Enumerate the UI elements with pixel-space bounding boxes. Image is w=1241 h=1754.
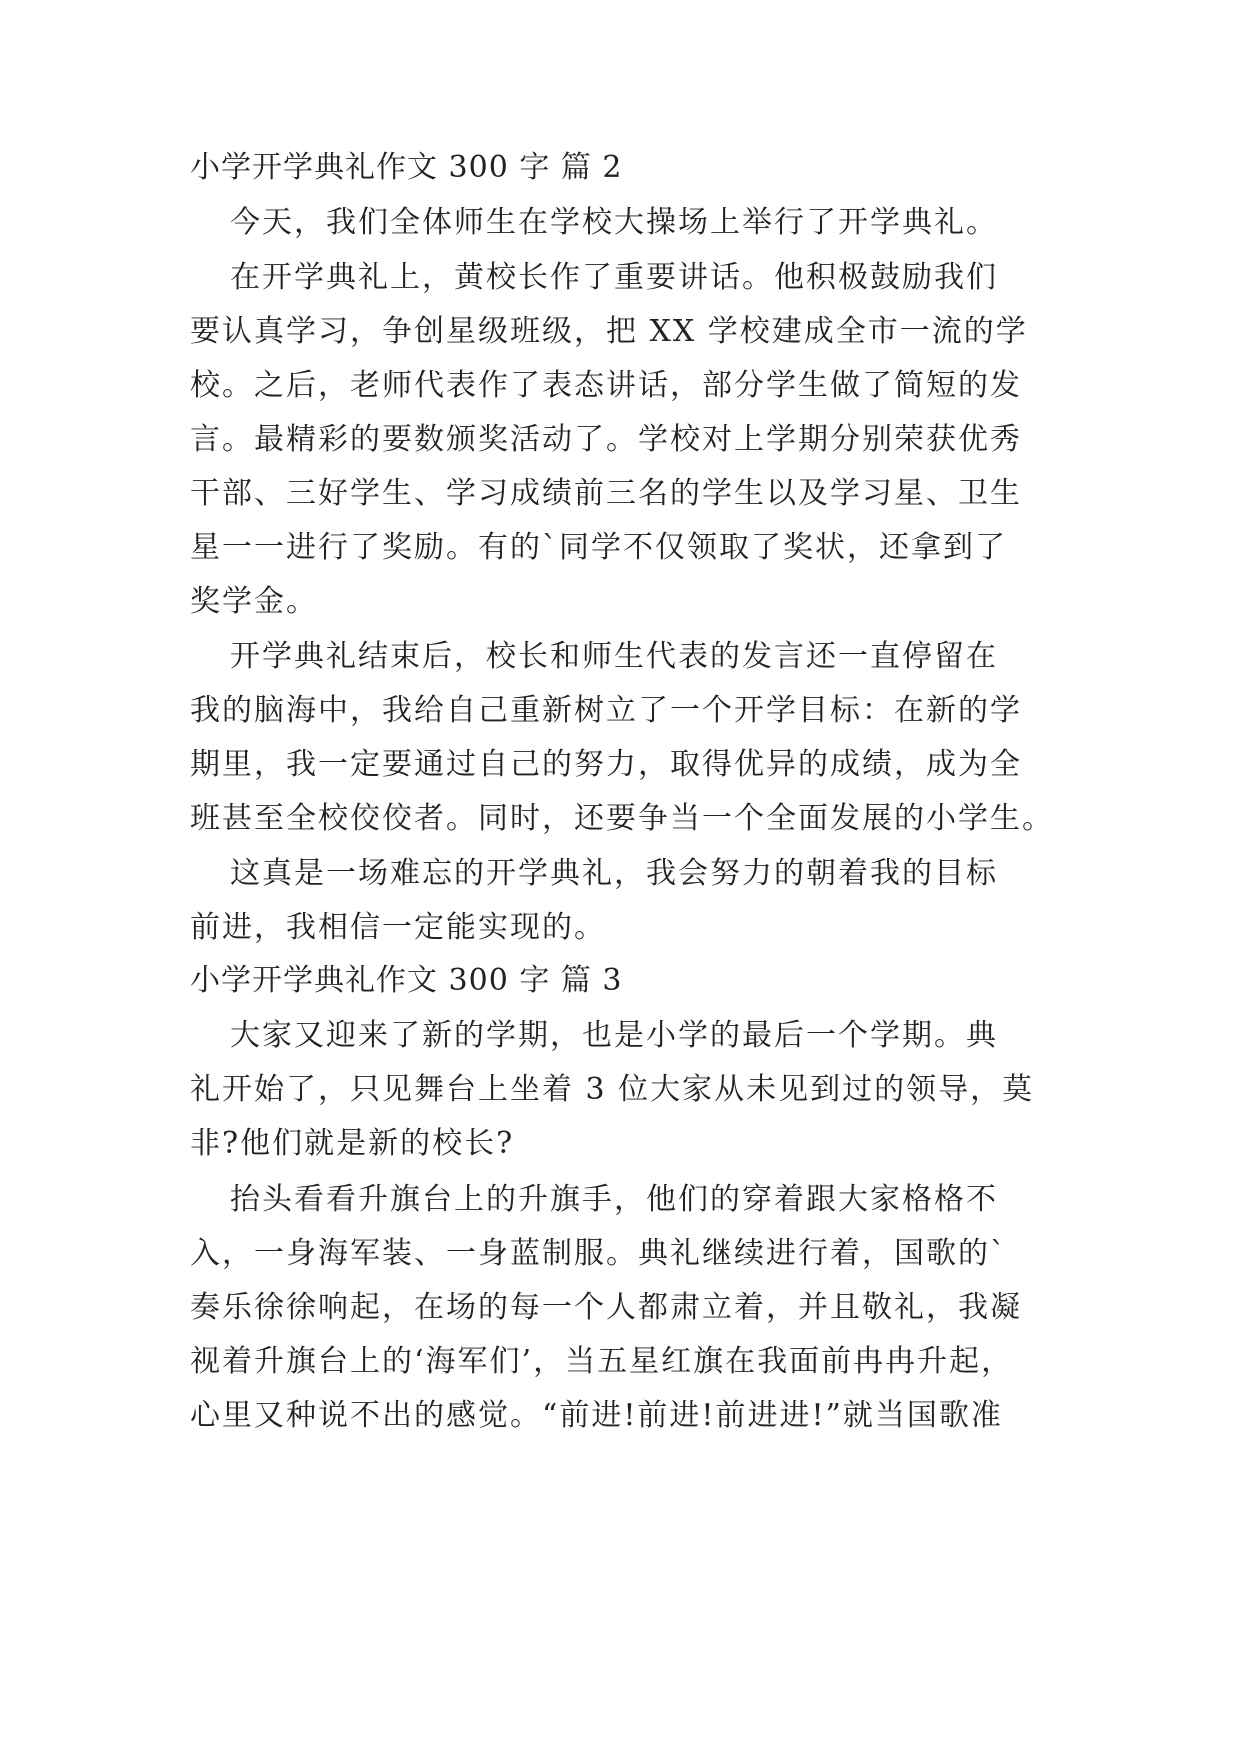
paragraph-line: 在开学典礼上，黄校长作了重要讲话。他积极鼓励我们 <box>230 260 998 295</box>
paragraph-line: 今天，我们全体师生在学校大操场上举行了开学典礼。 <box>230 205 998 240</box>
paragraph-line: 大家又迎来了新的学期，也是小学的最后一个学期。典 <box>230 1018 998 1053</box>
paragraph-line: 这真是一场难忘的开学典礼，我会努力的朝着我的目标 <box>230 856 998 891</box>
paragraph-line: 心里又种说不出的感觉。“前进!前进!前进进!”就当国歌准 <box>190 1398 1003 1433</box>
paragraph-line: 礼开始了，只见舞台上坐着 3 位大家从未见到过的领导，莫 <box>190 1072 1035 1107</box>
paragraph-line: 干部、三好学生、学习成绩前三名的学生以及学习星、卫生 <box>190 476 1022 511</box>
paragraph-line: 星一一进行了奖励。有的`同学不仅领取了奖状，还拿到了 <box>190 530 1007 565</box>
paragraph-line: 非?他们就是新的校长? <box>190 1126 515 1161</box>
paragraph-line: 期里，我一定要通过自己的努力，取得优异的成绩，成为全 <box>190 747 1022 782</box>
section-title-2: 小学开学典礼作文 300 字 篇 2 <box>190 150 623 185</box>
paragraph-line: 前进，我相信一定能实现的。 <box>190 910 606 945</box>
paragraph-line: 奖学金。 <box>190 584 318 619</box>
paragraph-line: 奏乐徐徐响起，在场的每一个人都肃立着，并且敬礼，我凝 <box>190 1290 1022 1325</box>
paragraph-line: 开学典礼结束后，校长和师生代表的发言还一直停留在 <box>230 639 998 674</box>
paragraph-line: 校。之后，老师代表作了表态讲话，部分学生做了简短的发 <box>190 368 1022 403</box>
paragraph-line: 班甚至全校佼佼者。同时，还要争当一个全面发展的小学生。 <box>190 801 1054 836</box>
section-title-3: 小学开学典礼作文 300 字 篇 3 <box>190 963 623 998</box>
paragraph-line: 我的脑海中，我给自己重新树立了一个开学目标：在新的学 <box>190 693 1022 728</box>
paragraph-line: 言。最精彩的要数颁奖活动了。学校对上学期分别荣获优秀 <box>190 422 1022 457</box>
paragraph-line: 视着升旗台上的‘海军们’，当五星红旗在我面前冉冉升起， <box>190 1344 1014 1379</box>
paragraph-line: 要认真学习，争创星级班级，把 XX 学校建成全市一流的学 <box>190 314 1028 349</box>
paragraph-line: 入，一身海军装、一身蓝制服。典礼继续进行着，国歌的` <box>190 1236 1007 1271</box>
paragraph-line: 抬头看看升旗台上的升旗手，他们的穿着跟大家格格不 <box>230 1182 998 1217</box>
